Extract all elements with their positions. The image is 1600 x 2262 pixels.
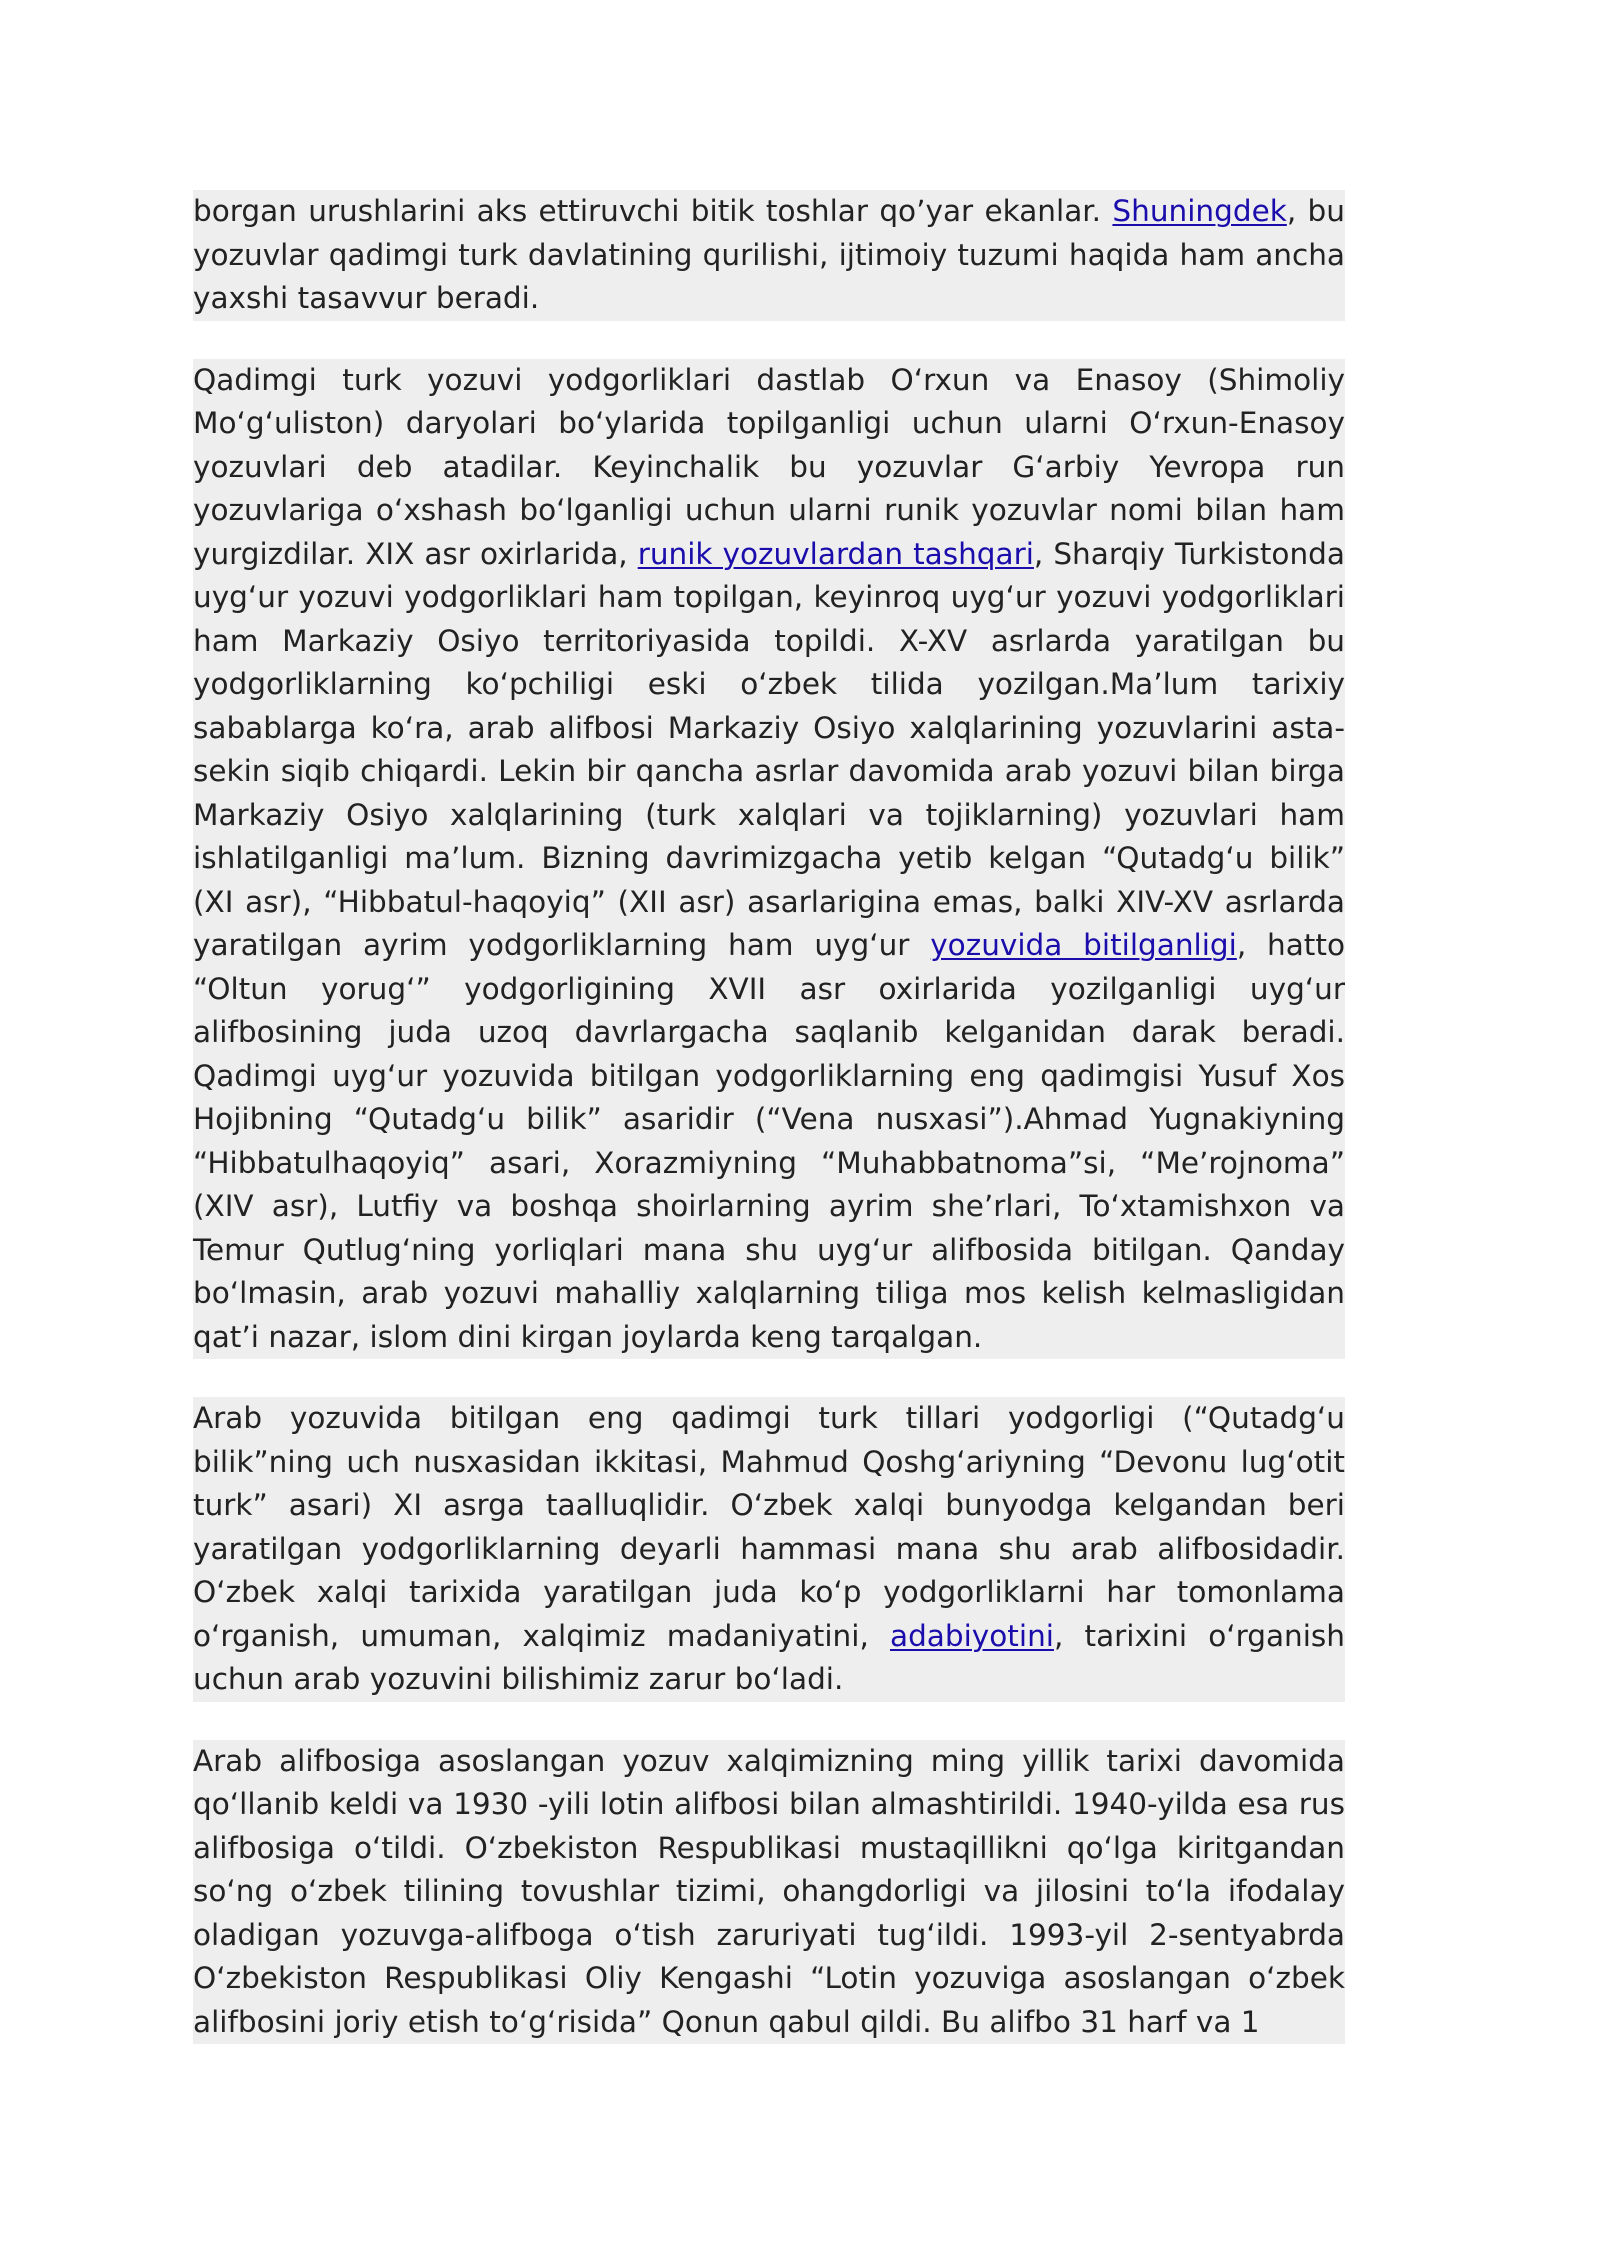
text-run: , Sharqiy Turkistonda uyg‘ur yozuvi yodgorliklari ham topilgan, keyinroq uyg‘ur yozuvi yodgorliklari ham Markaziy Osiyo territoriyasida topildi. X-XV asrlarda yaratilgan bu yodgorliklarning ko‘pchiligi eski o‘zbek tilida yozilgan.Ma’lum tarixiy sabablarga ko‘ra, arab alifbosi Markaziy Osiyo xalqlarining yozuvlarini asta-sekin siqib chiqardi. Lekin bir qancha asrlar davomida arab yozuvi bilan birga Markaziy Osiyo xalqlarining (turk xalqlari va tojiklarning) yozuvlari ham ishlatilganligi ma’lum. Bizning davrimizgacha yetib kelgan “Qutadg‘u bilik” (XI asr), “Hibbatul-haqoyiq” (XII asr) asarlarigina emas, balki XIV-XV asrlarda yaratilgan ayrim yodgorliklarning ham uyg‘ur [193,536,1345,962]
paragraph-gap [193,1359,1345,1397]
text-run: Arab yozuvida bitilgan eng qadimgi turk tillari yodgorligi (“Qutadg‘u bilik”ning uch nusxasidan ikkitasi, Mahmud Qoshg‘ariyning “Devonu lug‘otit turk” asari) XI asrga taalluqlidir. O‘zbek xalqi bunyodga kelgandan beri yaratilgan yodgorliklarning deyarli hammasi mana shu arab alifbosidadir. O‘zbek xalqi tarixida yaratilgan juda ko‘p yodgorliklarni har tomonlama o‘rganish, umuman, xalqimiz madaniyatini, [193,1401,1345,1653]
text-run: Arab alifbosiga asoslangan yozuv xalqimizning ming yillik tarixi davomida qo‘llanib keldi va 1930 -yili lotin alifbosi bilan almashtirildi. 1940-yilda esa rus alifbosiga o‘tildi. O‘zbekiston Respublikasi mustaqillikni qo‘lga kiritgandan so‘ng o‘zbek tilining tovushlar tizimi, ohangdorligi va jilosini to‘la ifodalay oladigan yozuvga-alifboga o‘tish zaruriyati tug‘ildi. 1993-yil 2-sentyabrda O‘zbekiston Respublikasi Oliy Kengashi “Lotin yozuviga asoslangan o‘zbek alifbosini joriy etish to‘g‘risida” Qonun qabul qildi. Bu alifbo 31 harf va 1 [193,1743,1345,2039]
link-yozuvida-bitilganligi[interactable]: yozuvida bitilganligi [930,928,1237,962]
paragraph-gap [193,321,1345,359]
text-run: , tarixini o‘rganish uchun arab yozuvini bilishimiz zarur bo‘ladi. [193,1618,1345,1696]
link-shuningdek[interactable]: Shuningdek [1112,194,1287,228]
text-run: , bu yozuvlar qadimgi turk davlatining qurilishi, ijtimoiy tuzumi haqida ham ancha yaxshi tasavvur beradi. [193,194,1345,315]
text-run: , hatto “Oltun yorug‘” yodgorligining XVII asr oxirlarida yozilganligi uyg‘ur alifbosining juda uzoq davrlargacha saqlanib kelganidan darak beradi. Qadimgi uyg‘ur yozuvida bitilgan yodgorliklarning eng qadimgisi Yusuf Xos Hojibning “Qutadg‘u bilik” asaridir (“Vena nusxasi”).Ahmad Yugnakiyning “Hibbatulhaqoyiq” asari, Xorazmiyning “Muhabbatnoma”si, “Me’rojnoma” (XIV asr), Lutfiy va boshqa shoirlarning ayrim she’rlari, To‘xtamishxon va Temur Qutlug‘ning yorliqlari mana shu uyg‘ur alifbosida bitilgan. Qanday bo‘lmasin, arab yozuvi mahalliy xalqlarning tiliga mos kelish kelmasligidan qat’i nazar, islom dini kirgan joylarda keng tarqalgan. [193,928,1345,1354]
document-page [193,190,1345,2044]
paragraph-1 [193,190,1345,321]
paragraph-3 [193,1397,1345,1702]
paragraph-4 [193,1740,1345,2045]
text-run: Qadimgi turk yozuvi yodgorliklari dastlab O‘rxun va Enasoy (Shimoliy Mo‘g‘uliston) daryolari bo‘ylarida topilganligi uchun ularni O‘rxun-Enasoy yozuvlari deb atadilar. Keyinchalik bu yozuvlar G‘arbiy Yevropa run yozuvlariga o‘xshash bo‘lganligi uchun ularni runik yozuvlar nomi bilan ham yurgizdilar. XIX asr oxirlarida, [193,362,1345,571]
paragraph-2 [193,359,1345,1360]
link-adabiyotini[interactable]: adabiyotini [890,1618,1054,1653]
text-run: borgan urushlarini aks ettiruvchi bitik toshlar qo’yar ekanlar. [193,194,1113,228]
paragraph-gap [193,1702,1345,1740]
link-runik-yozuvlardan-tashqari[interactable]: runik yozuvlardan tashqari [637,536,1034,571]
